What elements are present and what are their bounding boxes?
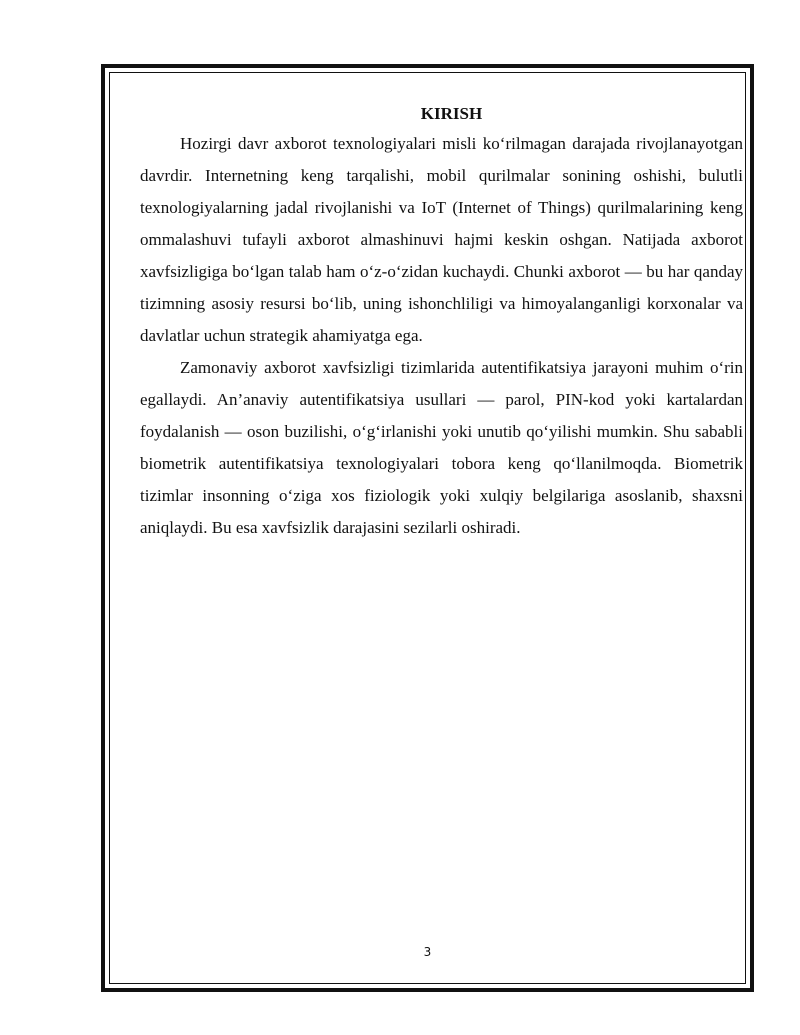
document-body bbox=[140, 102, 743, 544]
section-heading: KIRISH bbox=[420, 104, 483, 123]
paragraph-1: Hozirgi davr axborot texnologiyalari misli ko‘rilmagan darajada rivojlanayotgan davrdir. Internetning keng tarqalishi, mobil qurilmalar sonining oshishi, bulutli texnologiyalarning jadal rivojlanishi va IoT (Internet of Things) qurilmalarining keng ommalashuvi tufayli axborot almashinuvi hajmi keskin oshgan. Natijada axborot xavfsizligiga bo‘lgan talab ham o‘z-o‘zidan kuchaydi. Chunki axborot — bu har qanday tizimning asosiy resursi bo‘lib, uning ishonchliligi va himoyalanganligi korxonalar va davlatlar uchun strategik ahamiyatga ega. bbox=[140, 134, 743, 345]
page-number: 3 bbox=[423, 945, 432, 959]
paragraph-2: Zamonaviy axborot xavfsizligi tizimlarida autentifikatsiya jarayoni muhim o‘rin egallaydi. An’anaviy autentifikatsiya usullari — parol, PIN-kod yoki kartalardan foydalanish — oson buzilishi, o‘g‘irlanishi yoki unutib qo‘yilishi mumkin. Shu sababli biometrik autentifikatsiya texnologiyalari tobora keng qo‘llanilmoqda. Biometrik tizimlar insonning o‘ziga xos fiziologik yoki xulqiy belgilariga asoslanib, shaxsni aniqlaydi. Bu esa xavfsizlik darajasini sezilarli oshiradi. bbox=[140, 358, 743, 537]
